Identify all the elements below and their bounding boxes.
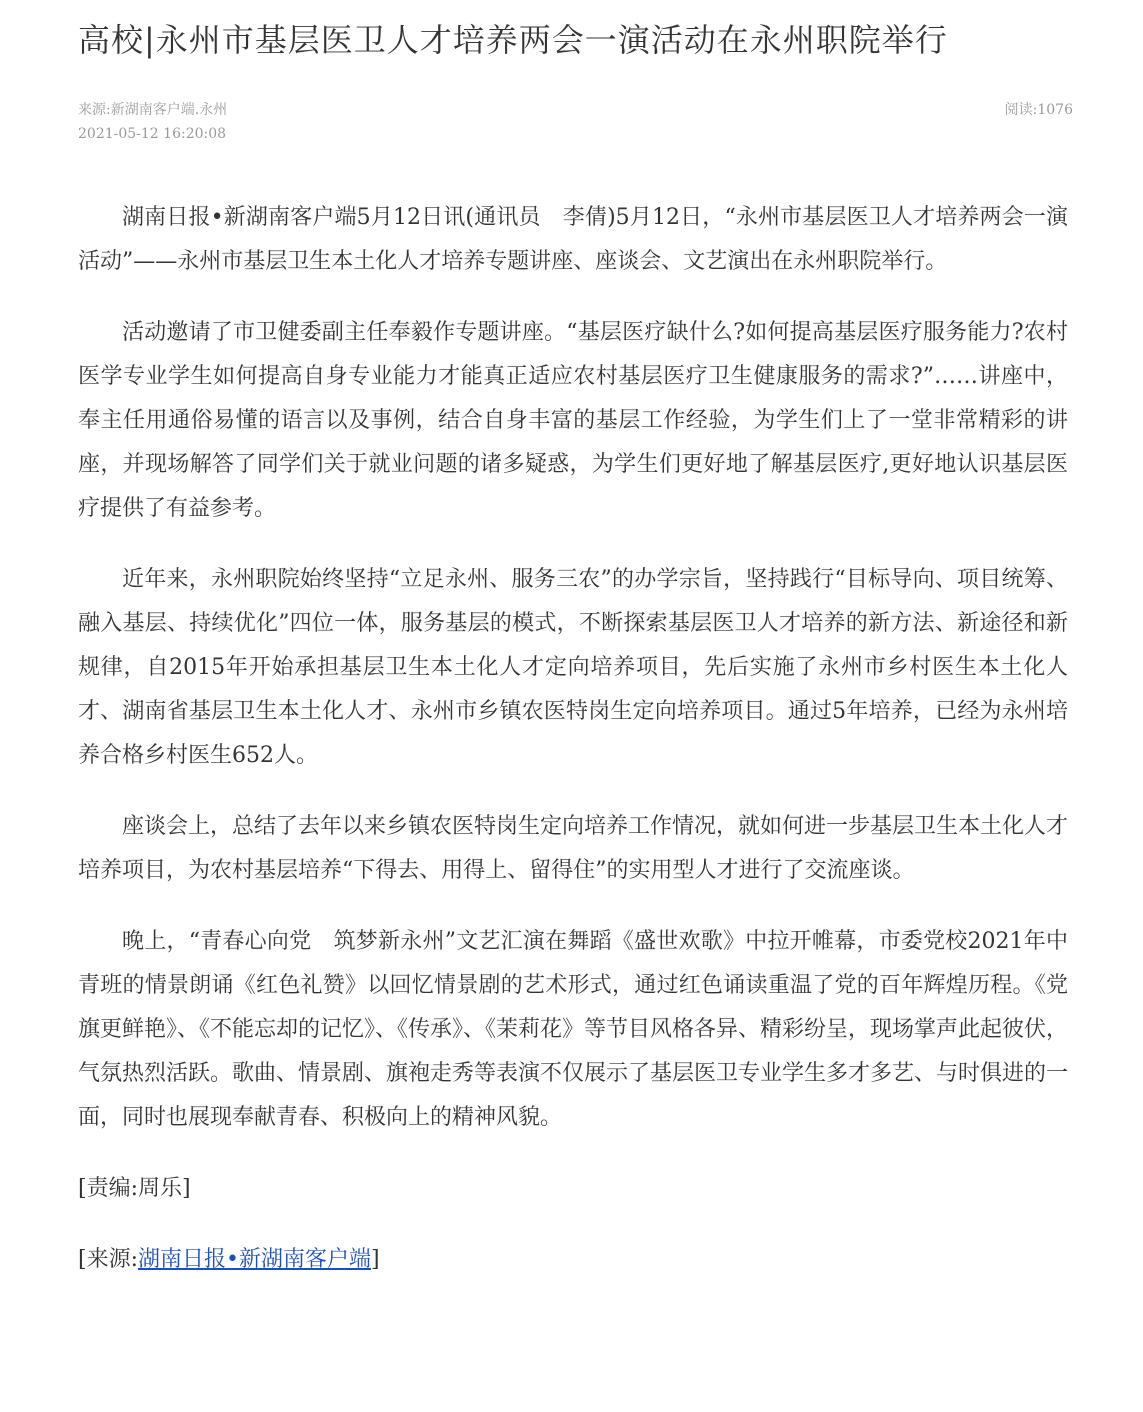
read-count-label: 阅读:: [1004, 102, 1038, 118]
editor-line: [责编:周乐]: [78, 1176, 191, 1201]
footer-source-suffix: ]: [370, 1247, 380, 1272]
publish-time: 2021-05-12 16:20:08: [78, 126, 227, 142]
footer-source-link[interactable]: 湖南日报•新湖南客户端: [138, 1247, 371, 1272]
article-meta: [78, 98, 227, 146]
source-line: 来源:新湖南客户端.永州: [78, 102, 228, 118]
paragraph-4: 座谈会上，总结了去年以来乡镇农医特岗生定向培养工作情况，就如何进一步基层卫生本土化人才培养项目，为农村基层培养“下得去、用得上、留得住”的实用型人才进行了交流座谈。: [78, 814, 1069, 883]
footer-source-prefix: [来源:: [78, 1247, 138, 1272]
read-count: [1005, 98, 1073, 122]
paragraph-3: 近年来，永州职院始终坚持“立足永州、服务三农”的办学宗旨，坚持践行“目标导向、项目统筹、融入基层、持续优化”四位一体，服务基层的模式，不断探索基层医卫人才培养的新方法、新途径和新规律，自2015年开始承担基层卫生本土化人才定向培养项目，先后实施了永州市乡村医生本土化人才、湖南省基层卫生本土化人才、永州市乡镇农医特岗生定向培养项目。通过5年培养，已经为永州培养合格乡村医生652人。: [78, 567, 1068, 768]
footer-source: [78, 1238, 1068, 1282]
article-body: [78, 196, 1068, 1309]
paragraph-5: 晚上，“青春心向党 筑梦新永州”文艺汇演在舞蹈《盛世欢歌》中拉开帷幕，市委党校2021年中青班的情景朗诵《红色礼赞》以回忆情景剧的艺术形式，通过红色诵读重温了党的百年辉煌历程。《党旗更鲜艳》、《不能忘却的记忆》、《传承》、《茉莉花》等节目风格各异、精彩纷呈，现场掌声此起彼伏，气氛热烈活跃。歌曲、情景剧、旗袍走秀等表演不仅展示了基层医卫专业学生多才多艺、与时俱进的一面，同时也展现奉献青春、积极向上的精神风貌。: [78, 929, 1069, 1130]
paragraph-2: 活动邀请了市卫健委副主任奉毅作专题讲座。“基层医疗缺什么?如何提高基层医疗服务能力?农村医学专业学生如何提高自身专业能力才能真正适应农村基层医疗卫生健康服务的需求?”……讲座中，奉主任用通俗易懂的语言以及事例，结合自身丰富的基层工作经验，为学生们上了一堂非常精彩的讲座，并现场解答了同学们关于就业问题的诸多疑惑，为学生们更好地了解基层医疗,更好地认识基层医疗提供了有益参考。: [78, 320, 1068, 521]
article-title: 高校|永州市基层医卫人才培养两会一演活动在永州职院举行: [78, 21, 948, 59]
paragraph-1: 湖南日报•新湖南客户端5月12日讯(通讯员 李倩)5月12日，“永州市基层医卫人才培养两会一演活动”——永州市基层卫生本土化人才培养专题讲座、座谈会、文艺演出在永州职院举行。: [78, 205, 1068, 274]
read-count-value: 1076: [1037, 102, 1073, 118]
